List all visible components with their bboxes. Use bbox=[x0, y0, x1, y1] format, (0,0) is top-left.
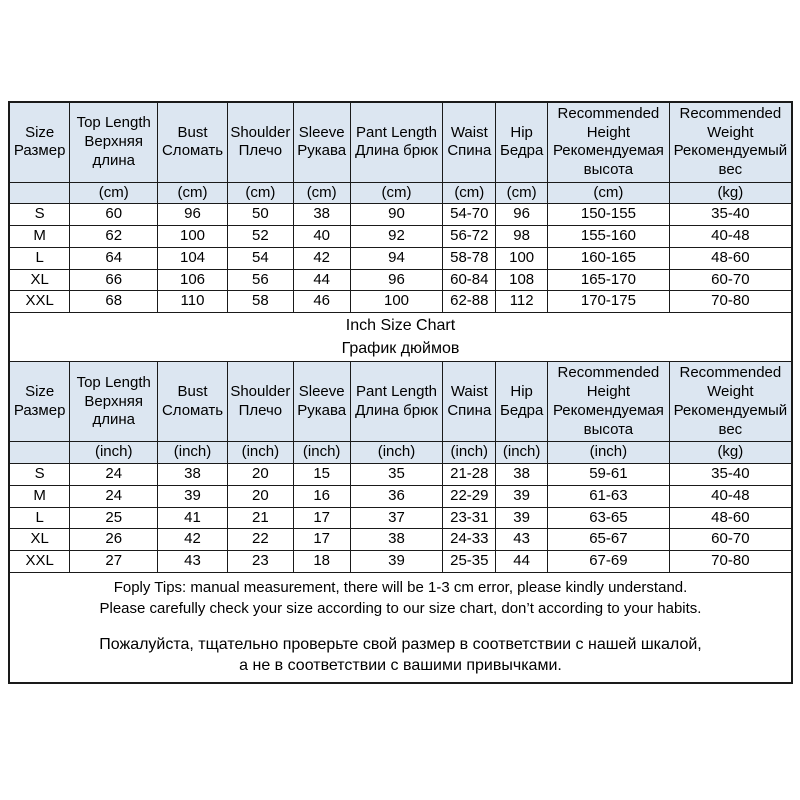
tips-line-en-2: Please carefully check your size according to our size chart, don’t according to your habits. bbox=[99, 599, 702, 617]
value-cell: 43 bbox=[158, 551, 228, 573]
column-header-ru: Сломать bbox=[161, 401, 224, 419]
size-row-xxl bbox=[9, 551, 792, 573]
size-row-s bbox=[9, 464, 792, 486]
column-header-en: Recommended Height bbox=[557, 364, 660, 401]
value-cell: 96 bbox=[496, 204, 548, 226]
value-cell: 52 bbox=[227, 226, 293, 248]
value-cell: 24 bbox=[70, 485, 158, 507]
inch-chart-divider bbox=[9, 313, 792, 362]
value-cell: 68 bbox=[70, 291, 158, 313]
column-header-en: Top Length bbox=[76, 114, 151, 132]
column-header-ru: Верхняя длина bbox=[84, 132, 143, 169]
value-cell: 21-28 bbox=[443, 464, 496, 486]
value-cell: 170-175 bbox=[548, 291, 670, 313]
value-cell: 104 bbox=[158, 247, 228, 269]
value-cell: 60 bbox=[70, 204, 158, 226]
size-cell: L bbox=[9, 247, 70, 269]
value-cell: 48-60 bbox=[669, 247, 792, 269]
column-header-ru: Спина bbox=[447, 142, 492, 160]
size-row-m bbox=[9, 226, 792, 248]
tips-line-ru-2: а не в соответствии с вашими привычками. bbox=[239, 657, 562, 675]
column-header-8 bbox=[548, 102, 670, 182]
column-header-ru: Длина брюк bbox=[355, 401, 438, 419]
unit-cell: (inch) bbox=[548, 442, 670, 464]
value-cell: 17 bbox=[293, 529, 350, 551]
column-header-en: Bust bbox=[177, 383, 208, 401]
column-header-ru: Плечо bbox=[238, 401, 283, 419]
unit-cell: (inch) bbox=[496, 442, 548, 464]
value-cell: 43 bbox=[496, 529, 548, 551]
column-header-0 bbox=[9, 102, 70, 182]
size-row-s bbox=[9, 204, 792, 226]
value-cell: 36 bbox=[350, 485, 443, 507]
unit-row-cm bbox=[9, 182, 792, 204]
value-cell: 62-88 bbox=[443, 291, 496, 313]
column-header-en: Recommended Weight bbox=[679, 104, 782, 141]
value-cell: 39 bbox=[350, 551, 443, 573]
column-header-ru: Спина bbox=[447, 401, 492, 419]
inch-chart-divider-row bbox=[9, 313, 792, 362]
value-cell: 24 bbox=[70, 464, 158, 486]
column-header-en: Pant Length bbox=[356, 383, 437, 401]
value-cell: 155-160 bbox=[548, 226, 670, 248]
value-cell: 65-67 bbox=[548, 529, 670, 551]
value-cell: 63-65 bbox=[548, 507, 670, 529]
value-cell: 16 bbox=[293, 485, 350, 507]
value-cell: 23-31 bbox=[443, 507, 496, 529]
header-row-inch bbox=[9, 362, 792, 442]
tips-gap bbox=[11, 619, 790, 634]
tips-line-ru-1: Пожалуйста, тщательно проверьте свой размер в соответствии с нашей шкалой, bbox=[99, 635, 702, 653]
value-cell: 39 bbox=[496, 485, 548, 507]
value-cell: 67-69 bbox=[548, 551, 670, 573]
size-cell: S bbox=[9, 204, 70, 226]
value-cell: 160-165 bbox=[548, 247, 670, 269]
column-header-en: Recommended Height bbox=[557, 104, 660, 141]
value-cell: 42 bbox=[293, 247, 350, 269]
value-cell: 64 bbox=[70, 247, 158, 269]
column-header-ru: Длина брюк bbox=[355, 142, 438, 160]
value-cell: 56 bbox=[227, 269, 293, 291]
value-cell: 59-61 bbox=[548, 464, 670, 486]
column-header-6 bbox=[443, 362, 496, 442]
unit-cell: (cm) bbox=[70, 182, 158, 204]
unit-cell: (inch) bbox=[70, 442, 158, 464]
value-cell: 23 bbox=[227, 551, 293, 573]
size-chart-container bbox=[8, 101, 793, 684]
column-header-0 bbox=[9, 362, 70, 442]
column-header-ru: Верхняя длина bbox=[84, 392, 143, 429]
column-header-ru: Размер bbox=[13, 401, 66, 419]
column-header-9 bbox=[669, 362, 792, 442]
size-chart-table bbox=[8, 101, 793, 684]
value-cell: 58-78 bbox=[443, 247, 496, 269]
value-cell: 56-72 bbox=[443, 226, 496, 248]
value-cell: 35-40 bbox=[669, 464, 792, 486]
value-cell: 37 bbox=[350, 507, 443, 529]
column-header-8 bbox=[548, 362, 670, 442]
column-header-en: Sleeve bbox=[298, 383, 345, 401]
column-header-en: Bust bbox=[177, 123, 208, 141]
value-cell: 22 bbox=[227, 529, 293, 551]
unit-cell bbox=[9, 442, 70, 464]
unit-cell: (kg) bbox=[669, 182, 792, 204]
column-header-en: Hip bbox=[510, 383, 533, 401]
value-cell: 60-70 bbox=[669, 269, 792, 291]
unit-cell: (cm) bbox=[350, 182, 443, 204]
unit-cell: (cm) bbox=[496, 182, 548, 204]
column-header-1 bbox=[70, 102, 158, 182]
column-header-ru: Плечо bbox=[238, 142, 283, 160]
column-header-en: Hip bbox=[510, 123, 533, 141]
divider-title-ru: График дюймов bbox=[341, 340, 460, 358]
column-header-9 bbox=[669, 102, 792, 182]
unit-cell: (cm) bbox=[443, 182, 496, 204]
size-cell: S bbox=[9, 464, 70, 486]
column-header-en: Pant Length bbox=[356, 123, 437, 141]
value-cell: 22-29 bbox=[443, 485, 496, 507]
size-row-xl bbox=[9, 529, 792, 551]
tips-footer bbox=[9, 572, 792, 683]
size-cell: XXL bbox=[9, 291, 70, 313]
value-cell: 38 bbox=[158, 464, 228, 486]
value-cell: 62 bbox=[70, 226, 158, 248]
column-header-4 bbox=[293, 102, 350, 182]
column-header-en: Shoulder bbox=[230, 383, 291, 401]
column-header-en: Waist bbox=[450, 123, 488, 141]
value-cell: 44 bbox=[496, 551, 548, 573]
value-cell: 48-60 bbox=[669, 507, 792, 529]
value-cell: 46 bbox=[293, 291, 350, 313]
value-cell: 25 bbox=[70, 507, 158, 529]
column-header-en: Size bbox=[25, 123, 55, 141]
value-cell: 21 bbox=[227, 507, 293, 529]
column-header-ru: Рукава bbox=[297, 401, 347, 419]
column-header-en: Waist bbox=[450, 383, 488, 401]
column-header-en: Sleeve bbox=[298, 123, 345, 141]
value-cell: 100 bbox=[496, 247, 548, 269]
column-header-1 bbox=[70, 362, 158, 442]
value-cell: 110 bbox=[158, 291, 228, 313]
column-header-ru: Рукава bbox=[297, 142, 347, 160]
value-cell: 92 bbox=[350, 226, 443, 248]
column-header-2 bbox=[158, 102, 228, 182]
value-cell: 20 bbox=[227, 485, 293, 507]
column-header-en: Size bbox=[25, 383, 55, 401]
unit-cell: (cm) bbox=[158, 182, 228, 204]
value-cell: 98 bbox=[496, 226, 548, 248]
tips-footer-row bbox=[9, 572, 792, 683]
column-header-en: Recommended Weight bbox=[679, 364, 782, 401]
size-cell: XL bbox=[9, 269, 70, 291]
tips-line-en-1: Foply Tips: manual measurement, there will be 1-3 cm error, please kindly understand. bbox=[113, 579, 688, 597]
size-row-xl bbox=[9, 269, 792, 291]
value-cell: 90 bbox=[350, 204, 443, 226]
size-row-xxl bbox=[9, 291, 792, 313]
value-cell: 38 bbox=[350, 529, 443, 551]
unit-cell: (inch) bbox=[350, 442, 443, 464]
value-cell: 42 bbox=[158, 529, 228, 551]
value-cell: 44 bbox=[293, 269, 350, 291]
unit-cell: (kg) bbox=[669, 442, 792, 464]
unit-cell: (inch) bbox=[227, 442, 293, 464]
unit-cell: (cm) bbox=[548, 182, 670, 204]
column-header-ru: Рекомендуемый вес bbox=[673, 401, 788, 438]
unit-cell bbox=[9, 182, 70, 204]
column-header-ru: Рекомендуемая высота bbox=[552, 142, 664, 178]
value-cell: 40-48 bbox=[669, 485, 792, 507]
size-chart-table-body bbox=[9, 102, 792, 683]
column-header-ru: Сломать bbox=[161, 142, 224, 160]
value-cell: 100 bbox=[158, 226, 228, 248]
column-header-6 bbox=[443, 102, 496, 182]
value-cell: 40-48 bbox=[669, 226, 792, 248]
size-cell: XL bbox=[9, 529, 70, 551]
column-header-ru: Рекомендуемый вес bbox=[673, 142, 788, 178]
value-cell: 18 bbox=[293, 551, 350, 573]
value-cell: 108 bbox=[496, 269, 548, 291]
size-cell: M bbox=[9, 226, 70, 248]
unit-cell: (inch) bbox=[158, 442, 228, 464]
unit-row-inch bbox=[9, 442, 792, 464]
column-header-5 bbox=[350, 102, 443, 182]
divider-title-en: Inch Size Chart bbox=[345, 317, 456, 334]
value-cell: 150-155 bbox=[548, 204, 670, 226]
value-cell: 70-80 bbox=[669, 551, 792, 573]
value-cell: 61-63 bbox=[548, 485, 670, 507]
column-header-ru: Размер bbox=[13, 142, 66, 160]
value-cell: 25-35 bbox=[443, 551, 496, 573]
column-header-en: Top Length bbox=[76, 373, 151, 391]
value-cell: 54 bbox=[227, 247, 293, 269]
value-cell: 24-33 bbox=[443, 529, 496, 551]
value-cell: 40 bbox=[293, 226, 350, 248]
unit-cell: (cm) bbox=[293, 182, 350, 204]
value-cell: 60-70 bbox=[669, 529, 792, 551]
size-row-l bbox=[9, 507, 792, 529]
column-header-ru: Рекомендуемая высота bbox=[552, 401, 664, 438]
unit-cell: (inch) bbox=[293, 442, 350, 464]
value-cell: 66 bbox=[70, 269, 158, 291]
column-header-7 bbox=[496, 102, 548, 182]
column-header-5 bbox=[350, 362, 443, 442]
size-row-l bbox=[9, 247, 792, 269]
value-cell: 39 bbox=[496, 507, 548, 529]
column-header-4 bbox=[293, 362, 350, 442]
size-cell: L bbox=[9, 507, 70, 529]
size-cell: M bbox=[9, 485, 70, 507]
value-cell: 106 bbox=[158, 269, 228, 291]
value-cell: 54-70 bbox=[443, 204, 496, 226]
value-cell: 112 bbox=[496, 291, 548, 313]
unit-cell: (inch) bbox=[443, 442, 496, 464]
value-cell: 38 bbox=[293, 204, 350, 226]
value-cell: 41 bbox=[158, 507, 228, 529]
column-header-ru: Бедра bbox=[500, 401, 544, 419]
value-cell: 27 bbox=[70, 551, 158, 573]
value-cell: 15 bbox=[293, 464, 350, 486]
value-cell: 35-40 bbox=[669, 204, 792, 226]
value-cell: 17 bbox=[293, 507, 350, 529]
value-cell: 70-80 bbox=[669, 291, 792, 313]
value-cell: 20 bbox=[227, 464, 293, 486]
value-cell: 58 bbox=[227, 291, 293, 313]
value-cell: 96 bbox=[350, 269, 443, 291]
column-header-3 bbox=[227, 102, 293, 182]
column-header-ru: Бедра bbox=[500, 142, 544, 160]
column-header-en: Shoulder bbox=[230, 123, 291, 141]
value-cell: 38 bbox=[496, 464, 548, 486]
value-cell: 100 bbox=[350, 291, 443, 313]
unit-cell: (cm) bbox=[227, 182, 293, 204]
value-cell: 26 bbox=[70, 529, 158, 551]
value-cell: 94 bbox=[350, 247, 443, 269]
value-cell: 35 bbox=[350, 464, 443, 486]
header-row-cm bbox=[9, 102, 792, 182]
size-cell: XXL bbox=[9, 551, 70, 573]
value-cell: 50 bbox=[227, 204, 293, 226]
column-header-2 bbox=[158, 362, 228, 442]
value-cell: 96 bbox=[158, 204, 228, 226]
column-header-3 bbox=[227, 362, 293, 442]
value-cell: 39 bbox=[158, 485, 228, 507]
column-header-7 bbox=[496, 362, 548, 442]
size-row-m bbox=[9, 485, 792, 507]
value-cell: 60-84 bbox=[443, 269, 496, 291]
value-cell: 165-170 bbox=[548, 269, 670, 291]
